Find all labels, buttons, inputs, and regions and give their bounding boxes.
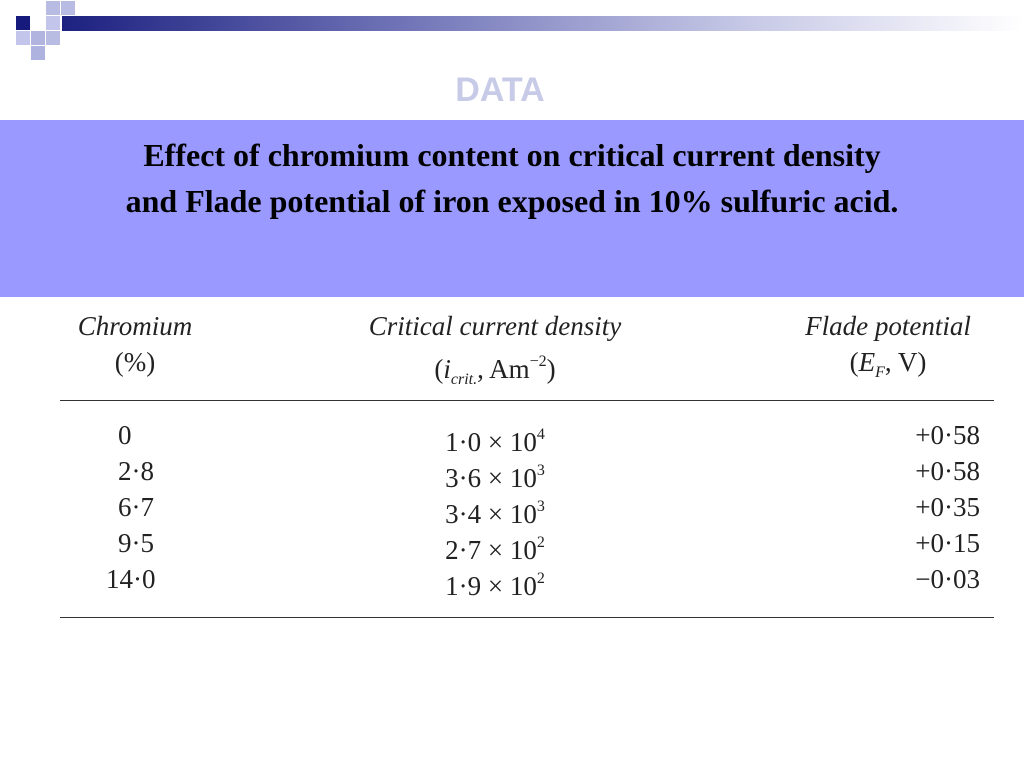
header-chromium [60,308,210,380]
cell-critical-exponent: 3 [536,498,545,515]
header-critical-name: Critical current density [368,311,622,341]
cell-chromium: 14·0 [106,564,156,594]
caption-line-1: Effect of chromium content on critical current density [143,137,881,173]
decorative-square [16,31,30,45]
header-flade-symbol: E [858,347,876,377]
cell-critical-exponent: 4 [536,426,545,443]
decorative-squares [0,0,80,62]
caption-panel [0,120,1024,297]
decorative-square [31,46,45,60]
table-row [60,453,994,493]
header-critical-subscript: crit. [450,371,478,388]
cell-chromium: 6·7 [118,492,154,522]
cell-critical-mantissa: 1·9 × 10 [445,571,537,601]
decorative-square [46,31,60,45]
cell-flade-potential: +0·58 [915,420,980,450]
cell-critical-exponent: 2 [536,534,545,551]
cell-chromium: 9·5 [118,528,154,558]
header-critical-symbol: i [443,354,451,384]
table-row [60,561,994,601]
decorative-square [61,1,75,15]
cell-chromium: 0 [118,420,132,450]
table-header [60,300,994,400]
header-flade-unit: , V [884,347,918,377]
header-chromium-name: Chromium [77,311,193,341]
decorative-square [31,31,45,45]
cell-chromium: 2·8 [118,456,154,486]
header-flade-potential: Flade potential ($E_F$, V) [805,311,971,381]
header-critical-unit: , Am [477,354,530,384]
header-flade-subscript: F [875,364,885,381]
decorative-square [46,16,60,30]
data-table [60,300,994,618]
table-row [60,525,994,565]
cell-critical-exponent: 3 [536,462,545,479]
cell-critical-mantissa: 3·6 × 10 [445,463,537,493]
cell-flade-potential: +0·15 [915,528,980,558]
header-critical-unit-exponent: −2 [529,353,547,370]
cell-flade-potential: +0·35 [915,492,980,522]
cell-critical-mantissa: 2·7 × 10 [445,535,537,565]
slide-heading: DATA [455,71,545,109]
header-chromium-unit: (%) [114,347,156,377]
cell-critical-mantissa: 3·4 × 10 [445,499,537,529]
cell-critical-exponent: 2 [536,570,545,587]
header-flade-name: Flade potential [805,311,971,341]
table-body [60,401,994,617]
cell-critical-current-density [330,561,660,604]
table-bottom-rule [60,617,994,618]
decorative-gradient-bar [62,16,1024,31]
table-row [60,417,994,457]
cell-critical-mantissa: 1·0 × 10 [445,427,537,457]
table-caption [0,120,1024,224]
cell-flade-potential: −0·03 [915,564,980,594]
table-row [60,489,994,529]
caption-line-2: and Flade potential of iron exposed in 10% sulfuric acid. [125,183,899,219]
decorative-square [46,1,60,15]
decorative-square [16,16,30,30]
cell-flade-potential: +0·58 [915,456,980,486]
header-critical-current-density: Critical current density ($i_{crit.}$, $Am^{-2}$) [368,311,622,388]
